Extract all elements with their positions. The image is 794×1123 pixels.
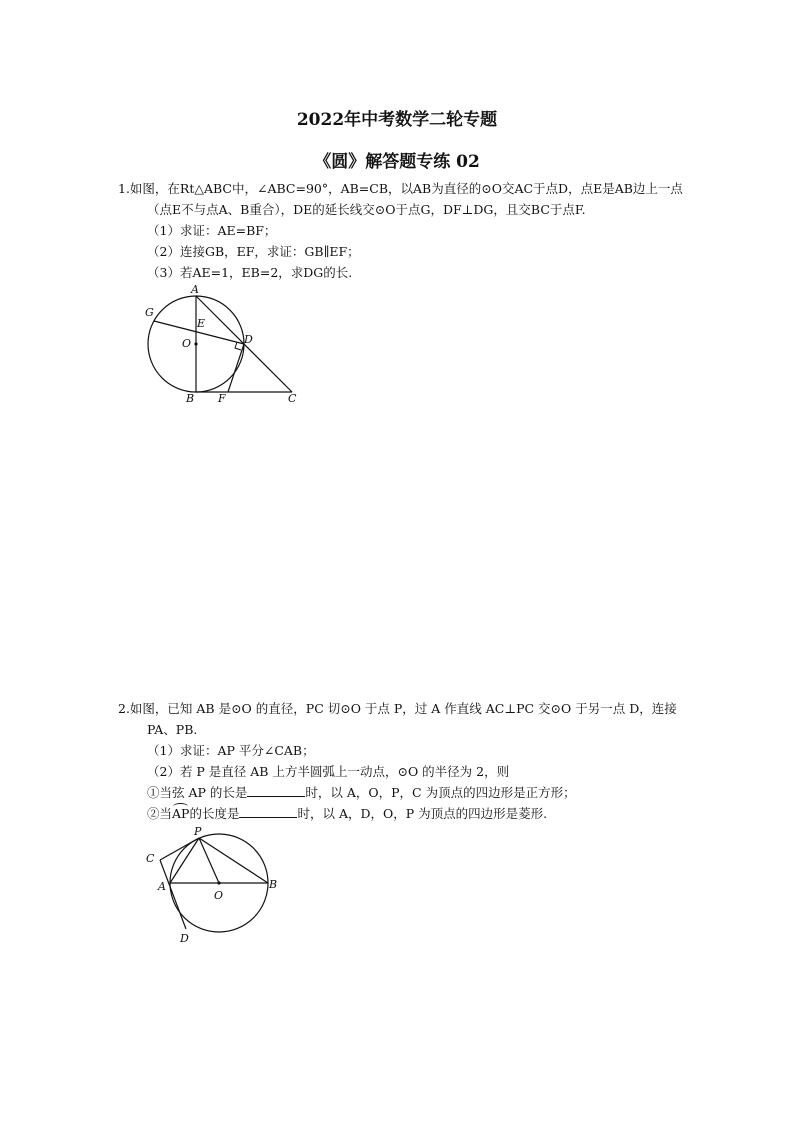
q1-stem-line-1: 1.如图，在Rt△ABC中，∠ABC=90°，AB=CB，以AB为直径的⊙O交AC于点D，点E是AB边上一点 bbox=[118, 181, 683, 196]
q2-label-A: A bbox=[158, 880, 166, 893]
q2-subpart-2-suffix: 时，以 A，D，O，P 为顶点的四边形是菱形. bbox=[297, 806, 548, 821]
q2-stem-line-2: PA、PB. bbox=[147, 722, 198, 737]
q1-center-dot bbox=[194, 342, 197, 345]
q1-part-3: （3）若AE=1，EB=2，求DG的长. bbox=[147, 265, 353, 280]
q2-label-D: D bbox=[180, 932, 189, 945]
q1-segment-DF bbox=[228, 344, 244, 392]
q2-label-P: P bbox=[194, 825, 202, 838]
q2-stem-line-1: 2.如图，已知 AB 是⊙O 的直径，PC 切⊙O 于点 P，过 A 作直线 AC⊥PC 交⊙O 于另一点 D，连接 bbox=[118, 701, 677, 716]
q1-stem-line-2: （点E不与点A、B重合），DE的延长线交⊙O于点G，DF⊥DG，且交BC于点F. bbox=[147, 202, 586, 217]
q2-subpart-2-prefix: ②当 bbox=[147, 806, 173, 821]
q1-label-A: A bbox=[191, 283, 199, 296]
q1-label-B: B bbox=[186, 392, 195, 405]
q2-tangent-PC bbox=[160, 838, 199, 860]
document-title: 2022年中考数学二轮专题 bbox=[296, 110, 498, 130]
q1-part-1: （1）求证：AE=BF； bbox=[147, 223, 277, 238]
q1-label-O: O bbox=[182, 337, 192, 350]
q2-subpart-1-prefix: ①当弦 AP 的长是 bbox=[147, 785, 248, 800]
q1-label-D: D bbox=[244, 333, 253, 346]
q2-label-O: O bbox=[214, 889, 224, 902]
q2-subpart-1-suffix: 时，以 A，O，P，C 为顶点的四边形是正方形； bbox=[305, 785, 576, 800]
q1-part-2: （2）连接GB，EF，求证：GB∥EF； bbox=[147, 244, 360, 259]
q1-label-E: E bbox=[197, 317, 206, 330]
q2-arc-AP: AP bbox=[172, 806, 190, 821]
q1-label-C: C bbox=[288, 392, 297, 405]
document-subtitle: 《圆》解答题专练 02 bbox=[314, 152, 480, 172]
q2-subpart-2 bbox=[147, 806, 547, 822]
q1-label-F: F bbox=[218, 392, 226, 405]
q2-part-1: （1）求证：AP 平分∠CAB； bbox=[147, 743, 315, 758]
answer-blank-2[interactable] bbox=[239, 806, 297, 818]
answer-blank-1[interactable] bbox=[247, 785, 305, 797]
q1-label-G: G bbox=[145, 306, 154, 319]
q2-label-C: C bbox=[146, 852, 155, 865]
q2-part-2: （2）若 P 是直径 AB 上方半圆弧上一动点，⊙O 的半径为 2，则 bbox=[147, 764, 510, 779]
q2-label-B: B bbox=[269, 878, 278, 891]
q1-figure bbox=[140, 280, 310, 405]
q2-figure bbox=[140, 822, 290, 947]
q2-segment-PA bbox=[170, 838, 199, 883]
q2-subpart-2-mid: 的长度是 bbox=[189, 806, 240, 821]
q2-center-dot bbox=[217, 881, 220, 884]
q2-line-CD bbox=[160, 860, 186, 929]
q2-subpart-1 bbox=[147, 785, 576, 801]
